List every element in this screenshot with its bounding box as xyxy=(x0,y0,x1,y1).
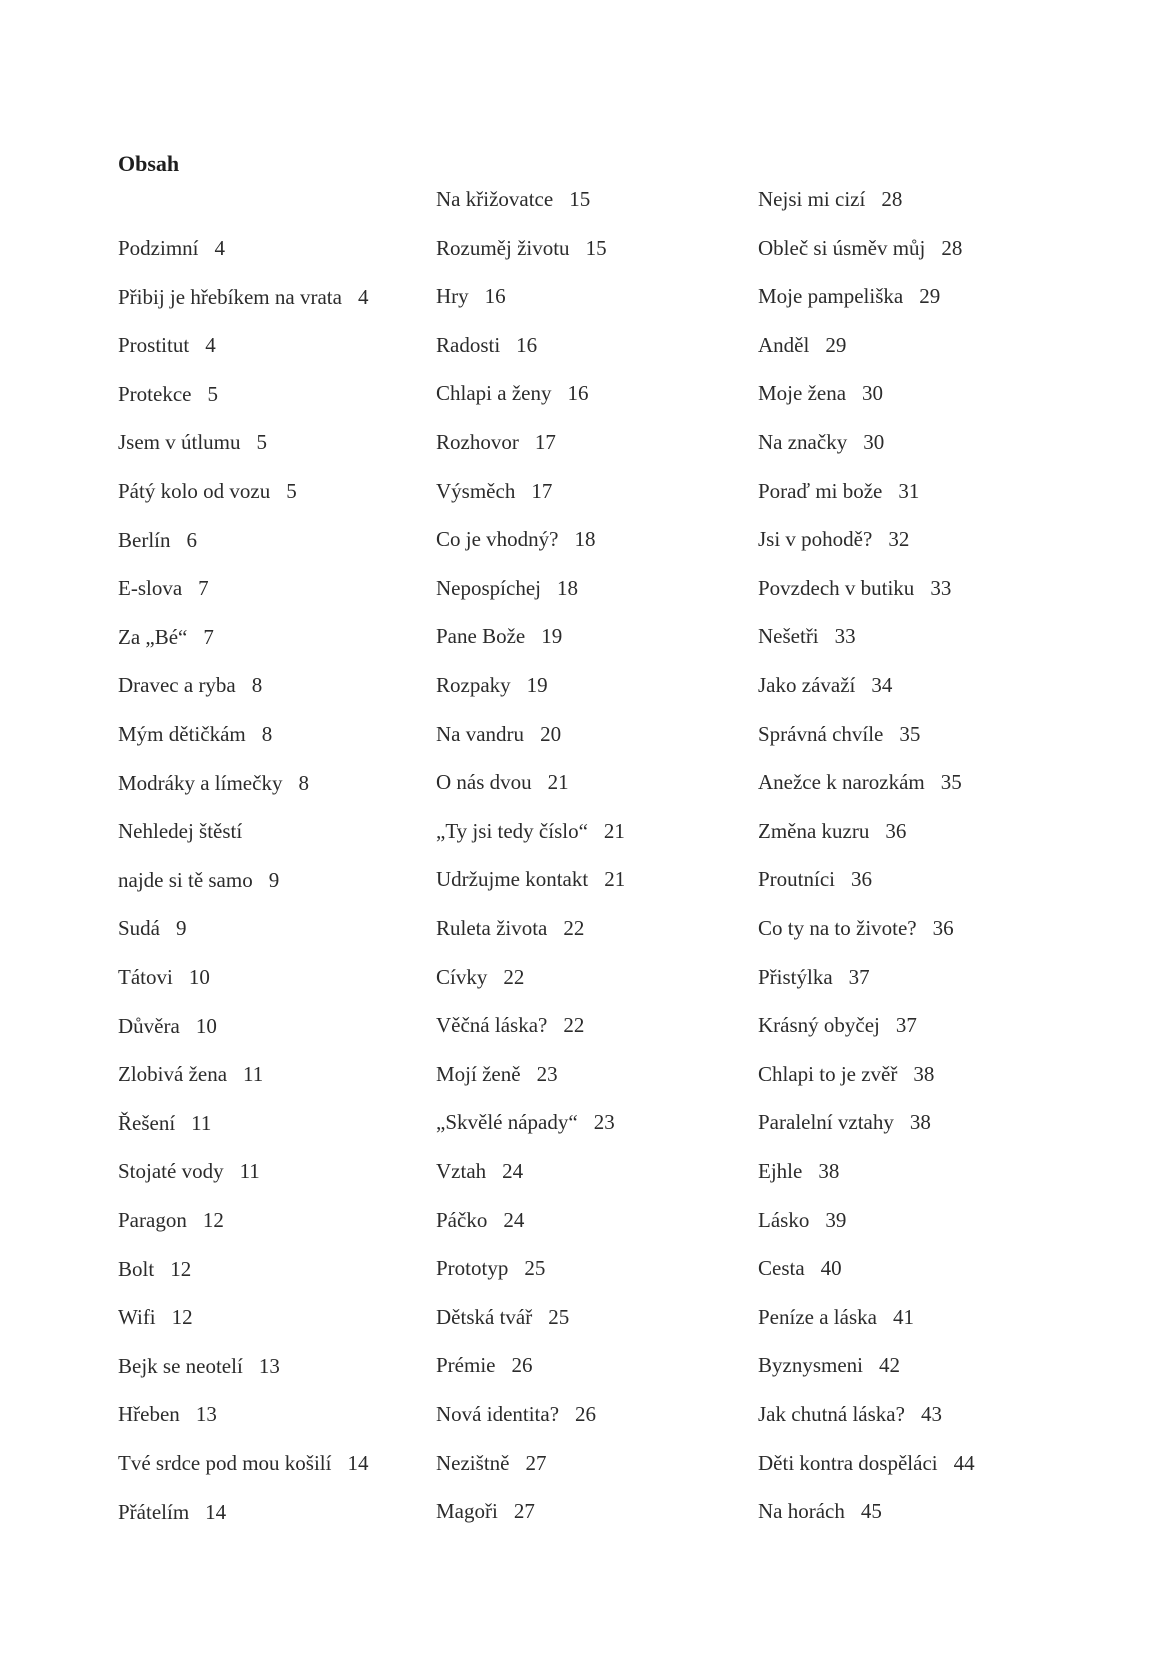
toc-entry-title: Nezištně xyxy=(436,1450,510,1475)
toc-entry xyxy=(436,1498,535,1524)
toc-entry xyxy=(758,1498,882,1524)
toc-entry-page-number: 11 xyxy=(239,1159,260,1184)
toc-entry-title: najde si tě samo xyxy=(118,867,253,892)
toc-entry-title: Proutníci xyxy=(758,867,835,892)
toc-entry-title: Správná chvíle xyxy=(758,721,884,746)
toc-entry-title: Jako závaží xyxy=(758,673,856,697)
toc-entry-page-number: 5 xyxy=(207,381,218,406)
toc-entry xyxy=(758,623,856,649)
toc-entry-page-number: 27 xyxy=(513,1499,535,1524)
toc-entry-page-number: 36 xyxy=(932,916,954,940)
toc-entry-page-number: 25 xyxy=(524,1256,546,1281)
toc-entry xyxy=(758,1012,917,1038)
toc-entry xyxy=(758,672,892,698)
toc-entry xyxy=(436,526,595,552)
toc-entry-page-number: 21 xyxy=(547,770,569,795)
toc-entry-page-number: 44 xyxy=(953,1450,975,1475)
toc-entry xyxy=(758,526,909,552)
toc-entry xyxy=(118,332,216,358)
toc-entry-title: Přátelím xyxy=(118,1499,190,1524)
toc-entry-title: Hřeben xyxy=(118,1402,180,1427)
toc-entry-page-number: 4 xyxy=(357,284,369,309)
toc-entry xyxy=(118,284,368,310)
toc-entry xyxy=(758,380,883,406)
toc-entry-title: E-slova xyxy=(118,576,183,601)
toc-entry-page-number: 8 xyxy=(298,770,309,795)
toc-entry-title: Chlapi to je zvěř xyxy=(758,1061,898,1086)
toc-entry-page-number: 28 xyxy=(941,235,963,260)
toc-entry xyxy=(118,478,297,504)
toc-entry-page-number: 18 xyxy=(574,527,596,552)
toc-entry xyxy=(118,429,267,455)
toc-entry-title: Nová identita? xyxy=(436,1402,560,1426)
toc-entry xyxy=(758,186,902,212)
toc-entry-page-number: 24 xyxy=(503,1207,525,1232)
toc-entry xyxy=(436,769,569,795)
toc-entry-page-number: 6 xyxy=(186,527,197,552)
toc-entry-title: Vztah xyxy=(436,1159,487,1183)
toc-entry-title: Jsi v pohodě? xyxy=(758,527,873,552)
toc-entry-title: Na křižovatce xyxy=(436,187,554,211)
toc-entry xyxy=(758,429,884,455)
toc-entry xyxy=(436,1255,545,1281)
toc-entry-page-number: 11 xyxy=(243,1062,264,1087)
toc-entry-title: Tvé srdce pod mou košilí xyxy=(118,1451,332,1475)
toc-entry-title: Změna kuzru xyxy=(758,818,870,843)
toc-entry-title: Podzimní xyxy=(118,236,199,260)
toc-entry-title: Tátovi xyxy=(118,965,173,989)
toc-entry-title: Zlobivá žena xyxy=(118,1062,228,1087)
toc-entry-title: Povzdech v butiku xyxy=(758,575,915,600)
toc-entry-page-number: 21 xyxy=(603,818,625,843)
toc-entry-title: Ejhle xyxy=(758,1159,803,1183)
toc-entry xyxy=(436,1012,584,1038)
toc-entry xyxy=(436,721,561,747)
toc-entry-title: Dětská tvář xyxy=(436,1304,533,1329)
toc-entry-page-number: 10 xyxy=(195,1013,217,1038)
toc-entry xyxy=(758,1109,931,1135)
toc-entry-title: Jsem v útlumu xyxy=(118,430,241,455)
toc-entry-page-number: 36 xyxy=(885,818,907,843)
toc-entry-page-number: 37 xyxy=(848,964,870,989)
toc-entry-page-number: 19 xyxy=(541,624,563,649)
toc-entry-title: Berlín xyxy=(118,527,171,552)
toc-entry-title: „Ty jsi tedy číslo“ xyxy=(436,818,588,843)
toc-entry xyxy=(436,1304,569,1330)
toc-entry-title: Co je vhodný? xyxy=(436,527,559,552)
toc-entry-page-number: 38 xyxy=(818,1159,840,1183)
toc-entry xyxy=(436,866,625,892)
toc-entry xyxy=(758,235,962,261)
toc-entry xyxy=(118,1158,260,1184)
toc-entry-title: Krásný obyčej xyxy=(758,1013,880,1038)
toc-entry xyxy=(758,1401,942,1427)
toc-entry-title: Rozuměj životu xyxy=(436,235,570,260)
toc-entry-title: Bolt xyxy=(118,1256,155,1281)
toc-entry xyxy=(758,332,846,358)
toc-entry-page-number: 27 xyxy=(525,1450,547,1475)
toc-entry-title: Stojaté vody xyxy=(118,1159,224,1184)
toc-entry-title: Wifi xyxy=(118,1305,156,1330)
toc-entry-page-number: 24 xyxy=(502,1159,524,1183)
toc-entry xyxy=(118,1061,263,1087)
toc-entry xyxy=(118,235,225,261)
toc-entry-title: Byznysmeni xyxy=(758,1353,863,1378)
toc-entry-page-number: 17 xyxy=(531,478,553,503)
toc-entry xyxy=(436,1450,546,1476)
toc-entry-page-number: 28 xyxy=(881,187,903,211)
toc-entry-title: Paragon xyxy=(118,1208,187,1232)
toc-entry-page-number: 23 xyxy=(593,1110,615,1135)
toc-entry-page-number: 12 xyxy=(202,1208,224,1232)
toc-entry-page-number: 22 xyxy=(563,916,585,940)
toc-entry-title: Dravec a ryba xyxy=(118,673,236,698)
toc-entry xyxy=(436,429,556,455)
toc-entry xyxy=(758,1255,842,1281)
toc-entry-page-number: 33 xyxy=(930,575,952,600)
toc-entry xyxy=(118,770,309,796)
toc-entry xyxy=(118,1256,191,1282)
toc-entry-title: Anděl xyxy=(758,332,810,357)
toc-entry xyxy=(758,1352,900,1378)
toc-entry xyxy=(118,672,262,698)
toc-entry-title: O nás dvou xyxy=(436,770,532,795)
toc-entry-title: Peníze a láska xyxy=(758,1304,877,1329)
toc-entry-page-number: 37 xyxy=(895,1013,917,1038)
toc-entry-title: Jak chutná láska? xyxy=(758,1402,905,1426)
toc-entry-title: Moje pampeliška xyxy=(758,284,904,309)
toc-entry-page-number: 14 xyxy=(347,1451,369,1475)
toc-entry-title: Poraď mi bože xyxy=(758,478,883,503)
toc-entry-title: Pane Bože xyxy=(436,624,526,649)
toc-entry-page-number: 45 xyxy=(860,1499,882,1524)
page-title: Obsah xyxy=(118,150,180,176)
toc-entry xyxy=(436,623,562,649)
toc-entry xyxy=(758,964,870,990)
toc-entry xyxy=(118,1450,368,1476)
toc-entry-title: Věčná láska? xyxy=(436,1013,548,1038)
toc-entry xyxy=(758,1450,975,1476)
toc-entry-page-number: 25 xyxy=(548,1304,570,1329)
toc-entry xyxy=(436,1352,532,1378)
toc-entry-page-number: 35 xyxy=(899,721,921,746)
toc-entry-title: Cívky xyxy=(436,964,488,989)
toc-entry xyxy=(758,866,872,892)
toc-entry-title: Modráky a límečky xyxy=(118,770,283,795)
toc-entry-title: Udržujme kontakt xyxy=(436,867,589,892)
toc-entry-page-number: 26 xyxy=(575,1402,597,1426)
toc-entry xyxy=(118,575,209,601)
toc-entry-title: Nešetři xyxy=(758,624,819,649)
toc-entry-title: Řešení xyxy=(118,1110,176,1135)
toc-entry-page-number: 30 xyxy=(862,381,884,406)
toc-entry xyxy=(118,915,187,941)
toc-entry-page-number: 8 xyxy=(261,722,273,746)
toc-entry-page-number: 36 xyxy=(851,867,872,892)
toc-entry-page-number: 4 xyxy=(205,333,216,358)
toc-entry-title: Paralelní vztahy xyxy=(758,1110,894,1135)
toc-entry-title: Chlapi a ženy xyxy=(436,381,552,406)
toc-entry-title: Páčko xyxy=(436,1207,488,1232)
toc-entry-title: Přibij je hřebíkem na vrata xyxy=(118,284,342,309)
toc-entry xyxy=(118,624,214,650)
toc-entry xyxy=(436,235,607,261)
toc-entry-page-number: 15 xyxy=(585,235,607,260)
toc-entry-title: Ruleta života xyxy=(436,916,548,940)
toc-entry xyxy=(758,1207,846,1233)
toc-entry-title: Protekce xyxy=(118,381,192,406)
toc-entry-page-number: 8 xyxy=(251,673,263,698)
toc-entry xyxy=(436,1109,615,1135)
toc-entry xyxy=(758,915,954,941)
toc-entry-page-number: 16 xyxy=(567,381,589,406)
toc-entry xyxy=(118,1013,217,1039)
toc-entry-page-number: 32 xyxy=(888,527,910,552)
toc-entry xyxy=(118,1499,226,1525)
toc-entry-page-number: 30 xyxy=(863,430,885,454)
toc-entry xyxy=(758,283,940,309)
toc-entry-page-number: 13 xyxy=(258,1353,280,1378)
toc-entry-title: Hry xyxy=(436,284,469,309)
toc-entry xyxy=(436,818,625,844)
toc-entry xyxy=(758,818,906,844)
toc-entry xyxy=(436,1158,523,1184)
toc-entry xyxy=(758,721,920,747)
toc-entry-page-number: 17 xyxy=(534,430,556,454)
toc-entry-title: Pátý kolo od vozu xyxy=(118,479,271,503)
toc-entry-title: Bejk se neotelí xyxy=(118,1353,243,1378)
toc-entry-page-number: 10 xyxy=(188,965,210,989)
toc-entry-page-number: 26 xyxy=(511,1353,533,1378)
toc-entry-page-number: 22 xyxy=(503,964,525,989)
toc-entry xyxy=(436,575,578,601)
toc-entry-title: Mým dětičkám xyxy=(118,722,246,746)
toc-entry-page-number: 35 xyxy=(940,770,962,795)
toc-entry-page-number: 22 xyxy=(563,1013,585,1038)
toc-entry-page-number: 15 xyxy=(569,187,591,211)
toc-entry xyxy=(118,527,197,553)
toc-entry-title: Na značky xyxy=(758,430,848,454)
toc-entry-page-number: 29 xyxy=(919,284,941,309)
toc-entry-title: Důvěra xyxy=(118,1013,180,1038)
toc-entry-page-number: 5 xyxy=(286,479,297,503)
toc-entry-page-number: 14 xyxy=(205,1499,227,1524)
toc-entry-title: Rozpaky xyxy=(436,673,511,697)
toc-entry xyxy=(436,915,584,941)
toc-entry-page-number: 21 xyxy=(604,867,626,892)
toc-entry-title: Co ty na to živote? xyxy=(758,916,917,940)
toc-entry-title: Radosti xyxy=(436,332,501,357)
toc-entry xyxy=(436,332,537,358)
toc-entry-page-number: 38 xyxy=(913,1061,935,1086)
toc-entry-title: Prémie xyxy=(436,1353,496,1378)
toc-entry xyxy=(436,672,548,698)
toc-entry xyxy=(758,478,919,504)
toc-entry xyxy=(436,1207,524,1233)
toc-entry-title: Anežce k narozkám xyxy=(758,770,925,795)
toc-entry-title: „Skvělé nápady“ xyxy=(436,1110,578,1135)
toc-entry-title: Cesta xyxy=(758,1256,805,1281)
toc-entry-page-number: 7 xyxy=(198,576,209,601)
toc-entry xyxy=(118,721,272,747)
toc-entry-page-number: 29 xyxy=(825,332,847,357)
toc-entry-page-number: 7 xyxy=(203,624,214,649)
toc-entry-title: Mojí ženě xyxy=(436,1061,521,1086)
toc-entry xyxy=(118,1304,193,1330)
toc-entry-page-number: 41 xyxy=(892,1304,914,1329)
toc-entry xyxy=(118,1207,224,1233)
toc-entry-page-number: 19 xyxy=(526,673,548,697)
toc-entry-title: Nehledej štěstí xyxy=(118,819,243,844)
toc-entry xyxy=(758,769,962,795)
toc-entry xyxy=(436,186,590,212)
toc-entry xyxy=(758,575,951,601)
toc-entry xyxy=(118,818,242,844)
toc-entry-page-number: 20 xyxy=(540,721,562,746)
toc-entry-page-number: 12 xyxy=(170,1256,192,1281)
toc-entry-page-number: 40 xyxy=(820,1256,842,1281)
toc-entry-page-number: 9 xyxy=(268,867,280,892)
toc-entry-page-number: 31 xyxy=(898,478,920,503)
toc-entry-title: Rozhovor xyxy=(436,430,519,454)
toc-entry xyxy=(118,1110,211,1136)
toc-entry-page-number: 34 xyxy=(871,673,893,697)
toc-entry xyxy=(436,964,524,990)
toc-entry-title: Nepospíchej xyxy=(436,575,541,600)
toc-entry xyxy=(118,381,218,407)
toc-entry-title: Přistýlka xyxy=(758,964,833,989)
toc-entry-page-number: 33 xyxy=(834,624,856,649)
toc-entry-page-number: 12 xyxy=(171,1305,193,1330)
toc-entry-title: Magoři xyxy=(436,1499,498,1524)
toc-entry xyxy=(758,1061,934,1087)
toc-entry xyxy=(758,1158,839,1184)
toc-entry-page-number: 5 xyxy=(256,430,268,455)
toc-entry xyxy=(118,964,210,990)
toc-entry-title: Lásko xyxy=(758,1207,810,1232)
toc-entry-title: Sudá xyxy=(118,916,160,941)
toc-entry-title: Prostitut xyxy=(118,333,190,358)
toc-entry-page-number: 9 xyxy=(176,916,187,941)
toc-entry xyxy=(118,867,279,893)
toc-entry-page-number: 23 xyxy=(536,1061,558,1086)
toc-entry xyxy=(436,1061,558,1087)
toc-entry-title: Za „Bé“ xyxy=(118,624,188,649)
toc-entry-page-number: 11 xyxy=(191,1110,212,1135)
toc-entry-page-number: 16 xyxy=(484,284,506,309)
toc-entry-title: Moje žena xyxy=(758,381,847,406)
toc-entry xyxy=(118,1353,280,1379)
toc-entry-page-number: 38 xyxy=(909,1110,931,1135)
toc-entry xyxy=(436,478,552,504)
toc-entry-page-number: 43 xyxy=(920,1402,942,1426)
toc-entry-title: Děti kontra dospěláci xyxy=(758,1450,938,1475)
toc-entry-page-number: 4 xyxy=(214,236,226,260)
toc-entry-page-number: 16 xyxy=(516,332,538,357)
toc-entry-title: Na horách xyxy=(758,1499,845,1524)
toc-entry-title: Na vandru xyxy=(436,721,525,746)
toc-entry xyxy=(436,283,506,309)
toc-entry-page-number: 42 xyxy=(879,1353,900,1378)
toc-entry xyxy=(758,1304,914,1330)
toc-entry-page-number: 13 xyxy=(195,1402,217,1427)
toc-entry-page-number: 18 xyxy=(556,575,578,600)
toc-entry xyxy=(436,1401,596,1427)
toc-entry-title: Nejsi mi cizí xyxy=(758,187,866,211)
toc-entry xyxy=(118,1401,217,1427)
toc-entry-page-number: 39 xyxy=(825,1207,847,1232)
toc-entry-title: Výsměch xyxy=(436,478,516,503)
toc-entry-title: Prototyp xyxy=(436,1256,509,1281)
toc-entry xyxy=(436,380,588,406)
toc-entry-title: Obleč si úsměv můj xyxy=(758,235,926,260)
